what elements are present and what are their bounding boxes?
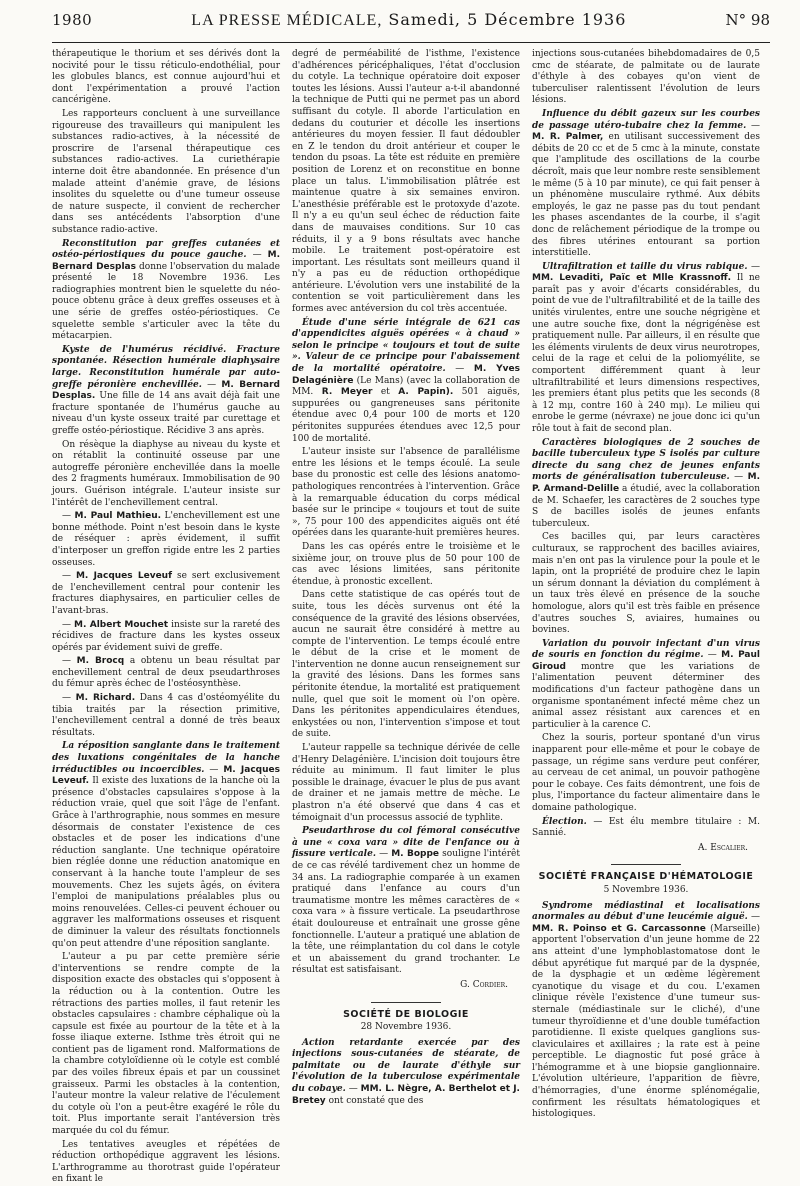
article-title: Élection. (542, 816, 587, 827)
article-text: ont constaté que des (328, 1095, 424, 1106)
article-entry: Étude d'une série intégrale de 621 cas d'appendicites aiguës opérées « à chaud » selon le principe « toujours et tout de suite ». Valeur de ce principe pour l'abaissement de la mortalité opératoire. — M. Yves Delagénière (Le Mans) (avec la collaboration de MM. R. Meyer et A. Papin). 501 aiguës, suppurées ou gangreneuses sans péritonite étendue avec 0,4 pour 100 de morts et 120 péritonites suppurées étendues avec 12,5 pour 100 de mortalité. (292, 317, 520, 444)
paragraph: L'auteur rappelle sa technique dérivée de celle d'Henry Delagénière. L'incision doit toujours être réduite au minimum. Il faut limiter le plus possible le drainage, évacuer le plus de pus avant de drainer et ne jamais mettre de mèche. Le plastron n'a été observé que dans 4 cas et témoignait d'un processus associé de typhlite. (292, 743, 520, 823)
article-title: Influence du débit gazeux sur les courbes de passage utéro-tubaire chez la femme. (532, 108, 760, 131)
author: M. Jacques Leveuf (75, 571, 172, 582)
author: M. Bernard Desplas (52, 250, 280, 272)
article-text: donne l'observation du malade présenté le 18 Novembre 1936. Les radiographies montrent bien le squelette du néo-pouce obtenu grâce à deux greffes osseuses et à une série de greffes ostéo-périostiques. Ce squelette semble s'articuler avec la tête du métacarpien. (52, 261, 280, 342)
paragraph: Chez la souris, porteur spontané d'un virus inapparent pour elle-même et pour le cobaye de passage, un régime sans verdure peut conférer, au cerveau de cet animal, un pouvoir pathogène pour le cobaye. Ces faits démontrent, une fois de plus, l'importance du facteur alimentaire dans le domaine pathologique. (532, 733, 760, 813)
article-title: Ultrafiltration et taille du virus rabique. (542, 261, 748, 272)
article-text: — Est élu membre titulaire : M. Sannié. (532, 816, 760, 839)
paragraph: L'auteur a pu par cette première série d'interventions se rendre compte de la disposition exacte des obstacles qui s'opposent à la réduction ou à la contention. Outre les rétractions des parties molles, il faut retenir les obstacles capsulaires : chambre céphalique où la capsule est fixée au pourtour de la tête et à la fosse iliaque externe. Isthme très étroit qui ne contient pas de ligament rond. Malformations de la chambre cotyloïdienne où le cotyle est comblé par des voiles fibreux épais et par un coussinet graisseux. Parmi les obstacles à la contention, l'auteur montre la valeur relative de l'éculement du cotyle où l'on a peut-être exagéré le rôle du toit. Plus importante serait l'antéversion très marquée du col du fémur. (52, 952, 280, 1137)
page-header (52, 10, 770, 43)
article-title: Caractères biologiques de 2 souches de bacille tuberculeux type S isolés par culture directe du sang chez de jeunes enfants morts de généralisation tuberculeuse. (532, 437, 760, 483)
paragraph: On résèque la diaphyse au niveau du kyste et on rétablit la continuité osseuse par une autogreffe péronière enchevillée dans la moelle des 2 fragments huméraux. Immobilisation de 90 jours. Guérison intégrale. L'auteur insiste sur l'intérêt de l'enchevillement central. (52, 439, 280, 508)
author: A. Papin). (398, 387, 454, 398)
author: M. Brocq (76, 656, 125, 667)
article-text: (Le Mans) (avec la collaboration de MM. (292, 375, 520, 398)
article-title: La réposition sanglante dans le traitement des luxations congénitales de la hanche irréductibles ou incoercibles. (52, 741, 280, 775)
author: M. P. Armand-Delille (532, 472, 760, 494)
article-entry: Variation du pouvoir infectant d'un virus de souris en fonction du régime. — M. Paul Giroud montre que les variations de l'alimentation peuvent déterminer des modifications d'un facteur pathogène dans un organisme spontanément infecté même chez un animal assez résistant aux carences et en particulier à la carence C. (532, 638, 760, 730)
article-text: souligne l'intérêt de ce cas révélé tardivement chez un homme de 34 ans. La radiographie comparée à un examen pratiqué dans l'enfance au cours d'un traumatisme montre les mêmes caractères de « coxa vara » à fissure verticale. La pseudarthrose était douloureuse et entraînait une grosse gêne fonctionnelle. L'auteur a pratiqué une ablation de la tête, une réimplantation du col dans le cotyle et un abaissement du grand trochanter. Le résultat est satisfaisant. (292, 849, 520, 976)
signature: A. Escalier. (698, 842, 748, 853)
author: M. Albert Mouchet (74, 619, 169, 630)
paragraph: Dans cette statistique de cas opérés tout de suite, tous les décès survenus ont été la conséquence de la gravité des lésions observées, aucun ne saurait être considéré à mettre au compte de l'intervention. Le temps écoulé entre le début de la crise et le moment de l'intervention ne donne aucun renseignement sur la gravité des lésions. Dans les formes sans péritonite étendue, la mortalité est pratiquement nulle, quel que soit le moment où l'on opère. Dans les péritonites appendiculaires étendues, enkystées ou non, l'intervention s'impose et tout de suite. (292, 590, 520, 740)
article-title: Syndrome médiastinal et localisations anormales au début d'une leucémie aiguë. (532, 900, 760, 923)
paragraph: L'auteur insiste sur l'absence de parallélisme entre les lésions et le temps écoulé. La seule base du pronostic est celle des lésions anatomo-pathologiques rencontrées à l'intervention. Grâce à la remarquable éducation du corps médical basée sur le principe « toujours et tout de suite », 75 pour 100 des appendicites aiguës ont été opérées dans les quarante-huit premières heures. (292, 447, 520, 539)
article-title: Étude d'une série intégrale de 621 cas d'appendicites aiguës opérées « à chaud » selon le principe « toujours et tout de suite ». Valeur de ce principe pour l'abaissement de la mortalité opératoire. (292, 317, 520, 375)
column-3 (532, 49, 760, 1120)
section-divider (611, 864, 681, 865)
article-text: Une fille de 14 ans avait déjà fait une fracture spontanée de l'humérus gauche au niveau d'un kyste osseux traité par curettage et greffe ostéo-périostique. Récidive 3 ans après. (52, 391, 280, 436)
article-entry: La réposition sanglante dans le traitement des luxations congénitales de la hanche irréductibles ou incoercibles. — M. Jacques Leveuf. Il existe des luxations de la hanche où la présence d'obstacles capsulaires s'oppose à la réduction vraie, quel que soit l'âge de l'enfant. Grâce à l'arthrographie, nous sommes en mesure désormais de constater l'existence de ces obstacles et de poser les indications d'une réduction sanglante. Une technique opératoire bien réglée donne une réduction anatomique en conservant à la hanche toute l'ampleur de ses mouvements. Chez les sujets âgés, on évitera l'emploi de manipulations préalables plus ou moins renouvelées. Celles-ci peuvent échouer ou aggraver les malformations osseuses et risquent de diminuer la valeur des résultats fonctionnels qu'on peut attendre d'une réposition sanglante. (52, 741, 280, 949)
article-text: Il ne paraît pas y avoir d'écarts considérables, du point de vue de l'ultrafiltrabilité et de la taille des unités virulentes, entre une souche négrigène et une autre souche fixe, dont la négrigénèse est pratiquement nulle. Par ailleurs, il en résulte que les éléments virulents de deux virus neurotropes, celui de la rage et celui de la poliomyélite, se comportent différemment quant à leur ultrafiltrabilité et leurs dimensions respectives, les premiers étant plus petits que les seconds (8 à 12 mμ, contre 160 à 240 mμ). Le milieu qui enrobe le germe (névraxe) ne joue donc ici qu'un rôle tout à fait de second plan. (532, 273, 760, 434)
article-text: Dans 4 cas d'ostéomyélite du tibia traités par la résection primitive, l'enchevillement central a donné de très beaux résultats. (52, 693, 280, 738)
article-text: Il existe des luxations de la hanche où la présence d'obstacles capsulaires s'oppose à la réduction vraie, quel que soit l'âge de l'enfant. Grâce à l'arthrographie, nous sommes en mesure désormais de constater l'existence de ces obstacles et de poser les indications d'une réduction sanglante. Une technique opératoire bien réglée donne une réduction anatomique en conservant à la hanche toute l'ampleur de ses mouvements. Chez les sujets âgés, on évitera l'emploi de manipulations préalables plus ou moins renouvelées. Celles-ci peuvent échouer ou aggraver les malformations osseuses et risquent de diminuer la valeur des résultats fonctionnels qu'on peut attendre d'une réposition sanglante. (52, 776, 280, 949)
discussion-entry: — M. Paul Mathieu. L'enchevillement est une bonne méthode. Point n'est besoin dans le kyste de réséquer : après évidement, il suffit d'interposer un greffon rigide entre les 2 parties osseuses. (52, 511, 280, 568)
paragraph: Les tentatives aveugles et répétées de réduction orthopédique aggravent les lésions. L'arthrogramme au thorotrast guide l'opérateur en fixant le (52, 1139, 280, 1185)
article-title: Kyste de l'humérus récidivé. Fracture spontanée. Résection humérale diaphysaire large. Reconstitution humérale par auto-greffe péronière enchevillée. (52, 344, 280, 390)
author: M. R. Palmer, (532, 132, 604, 143)
column-2 (292, 49, 520, 1106)
article-text: se sert exclusivement de l'enchevillement central pour contenir les fractures diaphysaires, en particulier celles de l'avant-bras. (52, 571, 280, 616)
article-entry: Caractères biologiques de 2 souches de bacille tuberculeux type S isolés par culture directe du sang chez de jeunes enfants morts de généralisation tuberculeuse. — M. P. Armand-Delille a étudié, avec la collaboration de M. Schaefer, les caractères de 2 souches type S de bacilles isolés de jeunes enfants tuberculeux. (532, 437, 760, 529)
author: M. Yves Delagénière (292, 364, 520, 386)
page-number: 1980 (52, 11, 93, 29)
article-entry: Syndrome médiastinal et localisations anormales au début d'une leucémie aiguë. — MM. R. Poinso et G. Carcassonne (Marseille) apportent l'observation d'un jeune homme de 22 ans atteint d'une lymphoblastomatose dont le début apyrétique fut marqué par de la dyspnée, de la dysphagie et un œdème légèrement cyanotique du visage et du cou. L'examen clinique révèle l'existence d'une tumeur sus-sternale (médiastinale sur le cliché), d'une tumeur thyroïdienne et d'une double tuméfaction parotidienne. Il existe quelques ganglions sus-claviculaires et axillaires ; la rate est à peine perceptible. Le diagnostic fut posé grâce à l'hémogramme et à une biopsie ganglionnaire. L'évolution ultérieure, l'apparition de fièvre, d'hémorragies, d'une énorme splénomégalie, confirment les résultats hématologiques et histologiques. (532, 900, 760, 1120)
discussion-entry: — M. Richard. Dans 4 cas d'ostéomyélite du tibia traités par la résection primitive, l'enchevillement central a donné de très beaux résultats. (52, 693, 280, 738)
issue-number: N° 98 (725, 11, 770, 29)
article-text: a obtenu un beau résultat par enchevillement central de deux pseudarthroses du fémur après échec de l'ostéosynthèse. (52, 656, 280, 690)
session-date: 28 Novembre 1936. (360, 1022, 452, 1033)
article-entry: Reconstitution par greffes cutanées et ostéo-périostiques du pouce gauche. — M. Bernard Desplas donne l'observation du malade présenté le 18 Novembre 1936. Les radiographies montrent bien le squelette du néo-pouce obtenu grâce à deux greffes osseuses et à une série de greffes ostéo-périostiques. Ce squelette semble s'articuler avec la tête du métacarpien. (52, 238, 280, 342)
paragraph: degré de perméabilité de l'isthme, l'existence d'adhérences péricéphaliques, l'état d'occlusion du cotyle. La technique opératoire doit exposer toutes les lésions. Aussi l'auteur a-t-il abandonné la technique de Putti qui ne permet pas un abord suffisant du cotyle. Il aborde l'articulation en dedans du couturier et décolle les insertions antérieures du moyen fessier. Il faut dédoubler en Z le tendon du droit antérieur et couper le tendon du psoas. La tête est réduite en première position de Lorenz et on reconstitue en bonne place un talus. L'immobilisation plâtrée est maintenue quatre à six semaines environ. L'anesthésie préférable est le protoxyde d'azote. Il n'y a eu qu'un seul échec de réduction faite dans de mauvaises conditions. Sur 10 cas réduits, il y a 9 bons résultats avec hanche mobile. Le traitement post-opératoire est important. Les résultats sont meilleurs quand il n'y a pas eu de réduction orthopédique antérieure. L'évolution vers une instabilité de la contention se voit particulièrement dans les formes avec antéversion du col très accentuée. (292, 49, 520, 315)
publication-title: LA PRESSE MÉDICALE, (191, 12, 383, 29)
author: MM. Levaditi, Païc et Mlle Krassnoff. (532, 273, 732, 284)
session-date: 5 Novembre 1936. (603, 884, 689, 895)
section-divider (371, 1002, 441, 1003)
paragraph: Ces bacilles qui, par leurs caractères culturaux, se rapprochent des bacilles aviaires, mais n'en ont pas la virulence pour la poule et le lapin, ont la propriété de produire chez le lapin un sérum donnant la déviation du complément à un taux très élevé en présence de la souche homologue, alors qu'il est très faible en présence d'autres souches S, aviaires, humaines ou bovines. (532, 532, 760, 636)
author: M. Bernard Desplas. (52, 379, 280, 402)
article-text: (Marseille) apportent l'observation d'un jeune homme de 22 ans atteint d'une lymphoblastomatose dont le début apyrétique fut marqué par de la dyspnée, de la dysphagie et un œdème légèrement cyanotique du visage et du cou. L'examen clinique révèle l'existence d'une tumeur sus-sternale (médiastinale sur le cliché), d'une tumeur thyroïdienne et d'une double tuméfaction parotidienne. Il existe quelques ganglions sus-claviculaires et axillaires ; la rate est à peine perceptible. Le diagnostic fut posé grâce à l'hémogramme et à une biopsie ganglionnaire. L'évolution ultérieure, l'apparition de fièvre, d'hémorragies, d'une énorme splénomégalie, confirment les résultats hématologiques et histologiques. (532, 923, 760, 1120)
society-heading: SOCIÉTÉ FRANÇAISE D'HÉMATOLOGIE (538, 871, 754, 883)
author: M. Paul Giroud (532, 650, 760, 672)
paragraph: Dans les cas opérés entre le troisième et le sixième jour, on trouve plus de 50 pour 100 de cas avec lésions limitées, sans péritonite étendue, à pronostic excellent. (292, 541, 520, 587)
article-text: en utilisant successivement des débits de 20 cc et de 5 cmc à la minute, constate que l'amplitude des oscillations de la courbe décroît, mais que leur nombre reste sensiblement le même (5 à 10 par minute), ce qui fait penser à un phénomène musculaire rythmé. Aux débits employés, le gaz ne passe pas du tout pendant les phases ascendantes de la courbe, il s'agit donc de relâchement périodique de la trompe ou des fibres utérines entourant sa portion interstitielle. (532, 132, 760, 259)
article-title: Reconstitution par greffes cutanées et ostéo-périostiques du pouce gauche. (52, 238, 280, 261)
author: M. Paul Mathieu. (74, 511, 162, 522)
discussion-entry: — M. Albert Mouchet insiste sur la rareté des récidives de fracture dans les kystes osseux opérés par évidement suivi de greffe. (52, 619, 280, 653)
text-columns (52, 49, 770, 1185)
paragraph: Les rapporteurs concluent à une surveillance rigoureuse des travailleurs qui manipulent les substances radio-actives, à la nécessité de proscrire de l'arsenal thérapeutique ces substances radio-actives. La curiethérapie interne doit être abandonnée. En présence d'un malade atteint d'anémie grave, de lésions insolites du squelette ou d'une tumeur osseuse de nature suspecte, il convient de rechercher dans ses antécédents l'absorption d'une substance radio-active. (52, 108, 280, 235)
article-entry: Influence du débit gazeux sur les courbes de passage utéro-tubaire chez la femme. — M. R. Palmer, en utilisant successivement des débits de 20 cc et de 5 cmc à la minute, constate que l'amplitude des oscillations de la courbe décroît, mais que leur nombre reste sensiblement le même (5 à 10 par minute), ce qui fait penser à un phénomène musculaire rythmé. Aux débits employés, le gaz ne passe pas du tout pendant les phases ascendantes de la courbe, il s'agit donc de relâchement périodique de la trompe ou des fibres utérines entourant sa portion interstitielle. (532, 108, 760, 259)
signature: G. Cordier. (460, 979, 508, 990)
author: MM. L. Nègre, A. Berthelot et J. Bretey (292, 1084, 520, 1106)
column-1 (52, 49, 280, 1185)
article-text: a étudié, avec la collaboration de M. Schaefer, les caractères de 2 souches type S de bacilles isolés de jeunes enfants tuberculeux. (532, 483, 760, 529)
article-text: insiste sur la rareté des récidives de fracture dans les kystes osseux opérés par évidement suivi de greffe. (52, 619, 280, 653)
article-entry: Pseudarthrose du col fémoral consécutive à une « coxa vara » dite de l'enfance ou à fissure verticale. — M. Boppe souligne l'intérêt de ce cas révélé tardivement chez un homme de 34 ans. La radiographie comparée à un examen pratiqué dans l'enfance au cours d'un traumatisme montre les mêmes caractères de « coxa vara » à fissure verticale. La pseudarthrose était douloureuse et entraînait une grosse gêne fonctionnelle. L'auteur a pratiqué une ablation de la tête, une réimplantation du col dans le cotyle et un abaissement du grand trochanter. Le résultat est satisfaisant. (292, 826, 520, 976)
article-entry: Action retardante exercée par des injections sous-cutanées de stéarate, de palmitate ou de laurate d'éthyle sur l'évolution de la tuberculose expérimentale du cobaye. — MM. L. Nègre, A. Berthelot et J. Bretey ont constaté que des (292, 1037, 520, 1106)
article-title: Action retardante exercée par des injections sous-cutanées de stéarate, de palmitate ou de laurate d'éthyle sur l'évolution de la tuberculose expérimentale du cobaye. (292, 1037, 520, 1095)
election-notice (532, 817, 760, 840)
masthead (191, 10, 626, 30)
article-text: 501 aiguës, suppurées ou gangreneuses sans péritonite étendue avec 0,4 pour 100 de morts et 120 péritonites suppurées étendues avec 12,5 pour 100 de mortalité. (292, 387, 520, 444)
author: MM. R. Poinso et G. Carcassonne (532, 923, 706, 934)
paragraph: injections sous-cutanées bihebdomadaires de 0,5 cmc de stéarate, de palmitate ou de laurate d'éthyle à des cobayes qu'on vient de tuberculiser ralentissent l'évolution de leurs lésions. (532, 49, 760, 106)
article-text: et (380, 387, 390, 398)
article-entry: Kyste de l'humérus récidivé. Fracture spontanée. Résection humérale diaphysaire large. Reconstitution humérale par auto-greffe péronière enchevillée. — M. Bernard Desplas. Une fille de 14 ans avait déjà fait une fracture spontanée de l'humérus gauche au niveau d'un kyste osseux traité par curettage et greffe ostéo-périostique. Récidive 3 ans après. (52, 344, 280, 436)
article-text: montre que les variations de l'alimentation peuvent déterminer des modifications d'un facteur pathogène dans un organisme spontanément infecté même chez un animal assez résistant aux carences et en particulier à la carence C. (532, 661, 760, 730)
article-title: Pseudarthrose du col fémoral consécutive à une « coxa vara » dite de l'enfance ou à fissure verticale. (292, 826, 520, 860)
author: M. Boppe (391, 849, 440, 860)
article-text: L'enchevillement est une bonne méthode. Point n'est besoin dans le kyste de réséquer : après évidement, il suffit d'interposer un greffon rigide entre les 2 parties osseuses. (52, 511, 280, 568)
discussion-entry: — M. Jacques Leveuf se sert exclusivement de l'enchevillement central pour contenir les fractures diaphysaires, en particulier celles de l'avant-bras. (52, 571, 280, 616)
article-entry: Ultrafiltration et taille du virus rabique. — MM. Levaditi, Païc et Mlle Krassnoff. Il ne paraît pas y avoir d'écarts considérables, du point de vue de l'ultrafiltrabilité et de la taille des unités virulentes, entre une souche négrigène et une autre souche fixe, dont la négrigénèse est pratiquement nulle. Par ailleurs, il en résulte que les éléments virulents de deux virus neurotropes, celui de la rage et celui de la poliomyélite, se comportent différemment quant à leur ultrafiltrabilité et leurs dimensions respectives, les premiers étant plus petits que les seconds (8 à 12 mμ, contre 160 à 240 mμ). Le milieu qui enrobe le germe (névraxe) ne joue donc ici qu'un rôle tout à fait de second plan. (532, 261, 760, 434)
article-title: Variation du pouvoir infectant d'un virus de souris en fonction du régime. (532, 638, 760, 661)
paragraph: thérapeutique le thorium et ses dérivés dont la nocivité pour le tissu réticulo-endothélial, pour les globules blancs, est connue aujourd'hui et dont l'expérimentation a prouvé l'action cancérigène. (52, 49, 280, 106)
discussion-entry: — M. Brocq a obtenu un beau résultat par enchevillement central de deux pseudarthroses du fémur après échec de l'ostéosynthèse. (52, 656, 280, 690)
society-heading: SOCIÉTÉ DE BIOLOGIE (343, 1008, 469, 1020)
author: M. Jacques Leveuf. (52, 764, 280, 787)
author: R. Meyer (321, 387, 373, 398)
issue-date: Samedi, 5 Décembre 1936 (388, 10, 627, 29)
author: M. Richard. (75, 693, 136, 704)
